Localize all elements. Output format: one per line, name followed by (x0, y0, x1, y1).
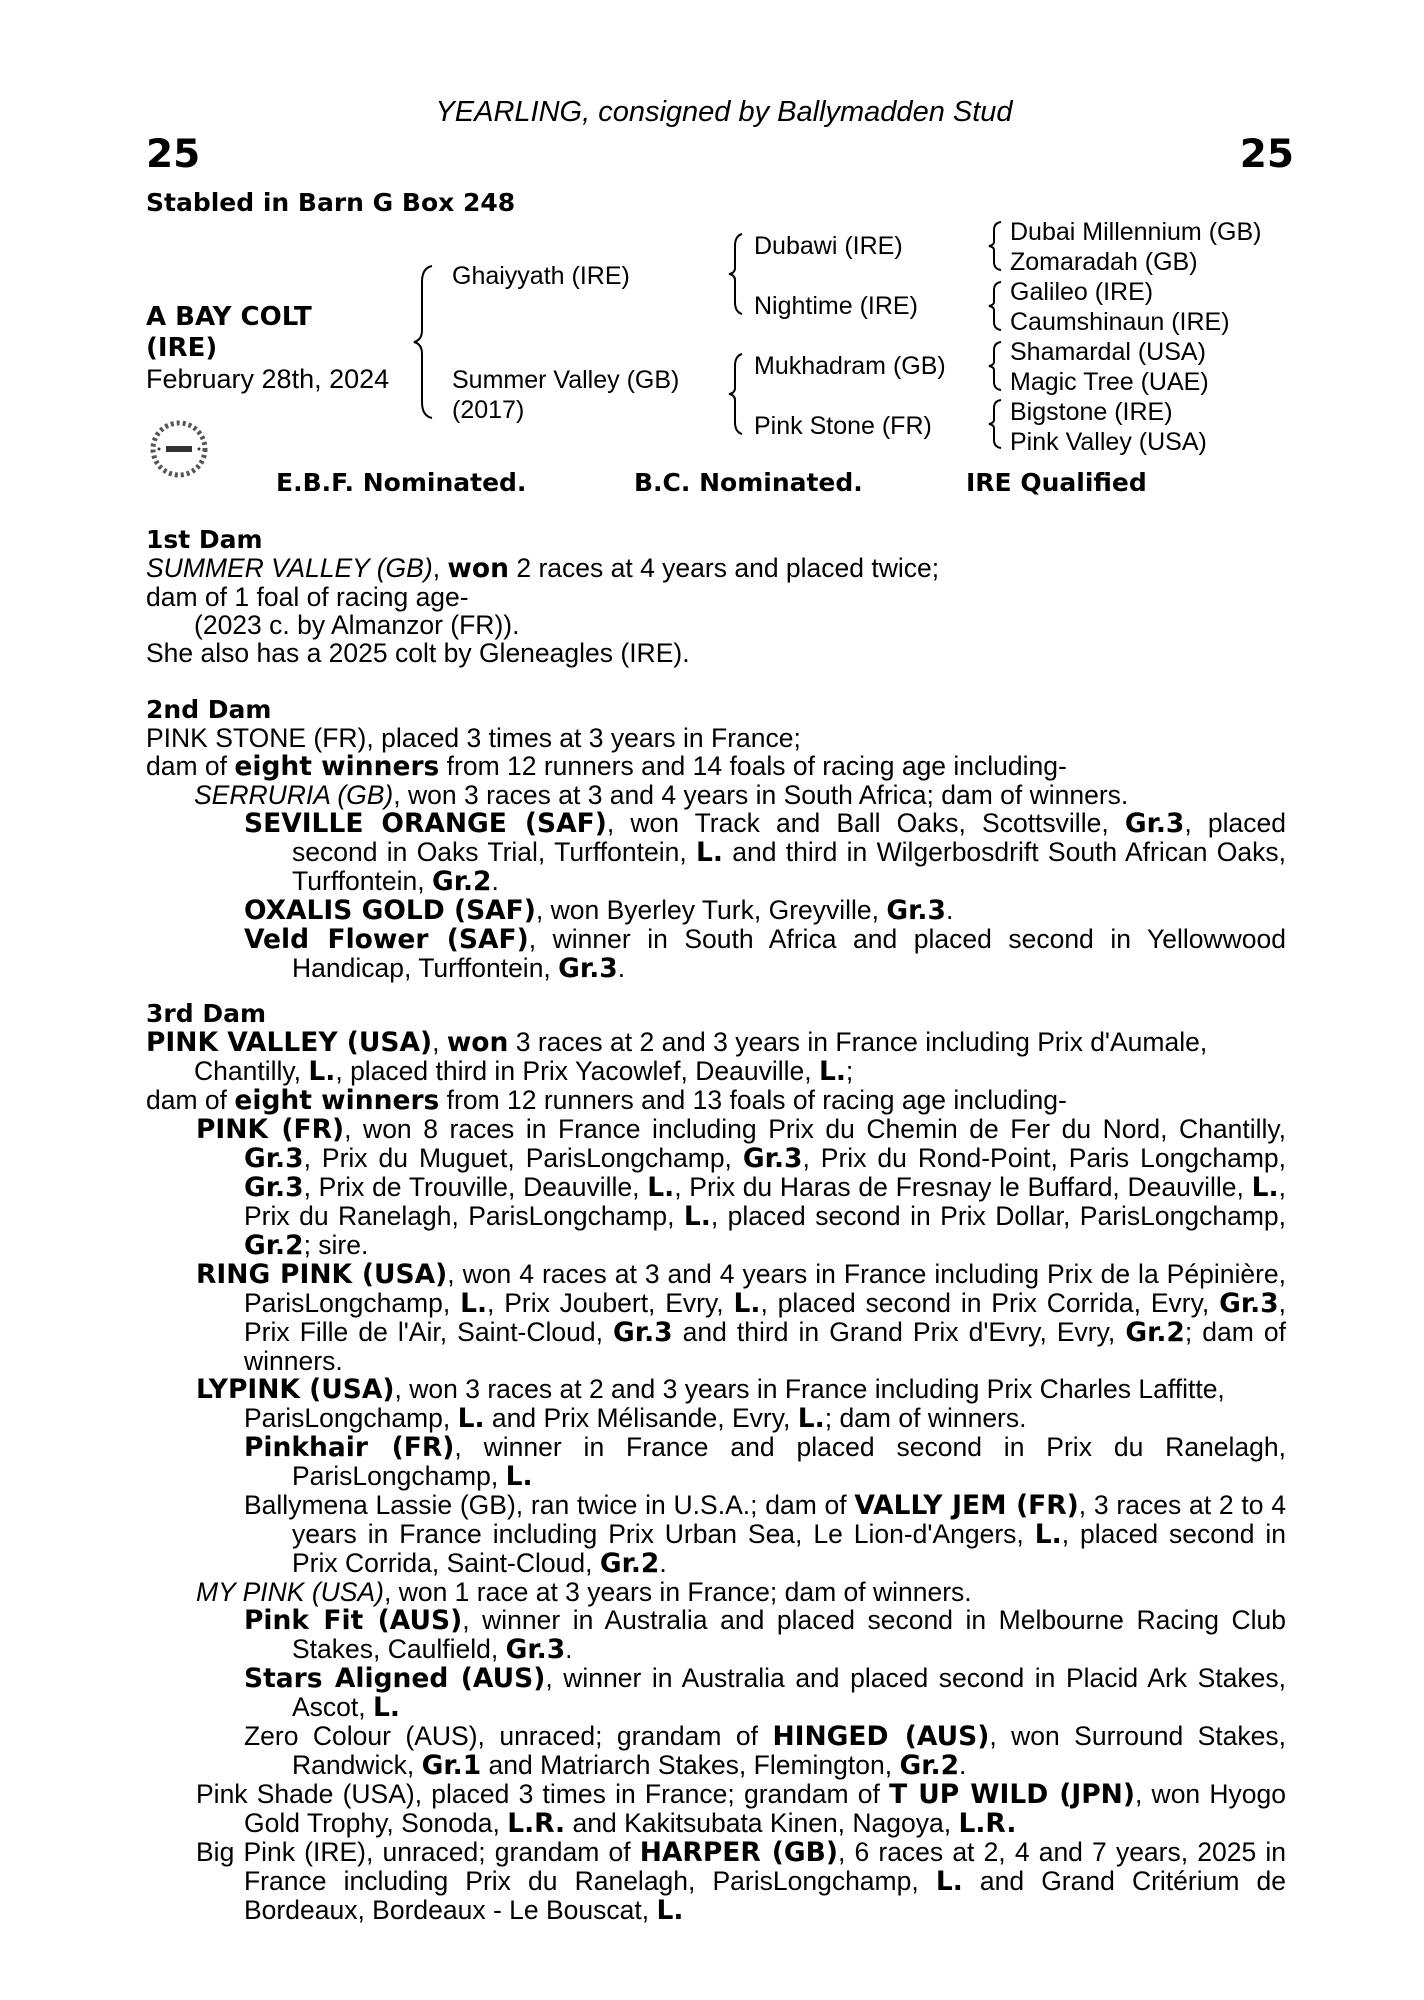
brace-dam-line (726, 352, 746, 436)
horse-name: RING PINK (USA) (196, 1259, 448, 1290)
text: , 6 races at 2, 4 and 7 years, 2025 in France including Prix du Ranelagh, ParisLongchamp, (244, 1837, 1286, 1896)
produce-entry: (2023 c. by Almanzor (FR)). (194, 610, 520, 640)
grade: Gr.3 (244, 1172, 304, 1203)
text: . (945, 895, 954, 925)
horse-name: T UP WILD (JPN) (889, 1779, 1135, 1810)
grade: Gr.3 (1124, 808, 1185, 839)
produce-entry (146, 1433, 1286, 1491)
text: , Prix de Trouville, Deauville, (303, 1172, 648, 1202)
ancestor-g2: Zomaradah (GB) (1010, 248, 1198, 276)
grade: Gr.1 (421, 1750, 482, 1781)
text: , Prix du Rond-Point, Paris Longchamp, (802, 1143, 1286, 1173)
produce-entry (146, 1722, 1286, 1780)
grade: Gr.2 (1125, 1317, 1185, 1348)
first-dam-section (146, 526, 1286, 667)
text: and Kakitsubata Kinen, Nagoya, (565, 1808, 959, 1838)
grade: Gr.2 (899, 1750, 960, 1781)
brace-g3 (986, 340, 1004, 392)
horse-name: Pinkhair (FR) (244, 1432, 455, 1463)
horse-name: Veld Flower (SAF) (244, 924, 529, 955)
text: 3 races at 2 and 3 years in France including Prix d'Aumale, Chantilly, (194, 1027, 1208, 1086)
text: dam of (146, 1085, 235, 1115)
grade: Gr.2 (599, 1548, 660, 1579)
text: , won 3 races at 3 and 4 years in South Africa; dam of winners. (393, 780, 1129, 810)
text: , won 3 races at 2 and 3 years in France including Prix Charles Laffitte, ParisLongchamp, (244, 1374, 1225, 1433)
text: dam of (146, 751, 235, 781)
text: from 12 runners and 13 foals of racing age including- (439, 1085, 1067, 1115)
grade: L. (696, 837, 723, 868)
text: ; sire. (303, 1230, 369, 1260)
text: , winner in South Africa and placed second in Yellowwood Handicap, Turffontein, (292, 924, 1286, 983)
produce-entry (146, 781, 1286, 809)
text: , won 1 race at 3 years in France; dam of winners. (383, 1577, 972, 1607)
stamp-seal-icon (148, 418, 210, 480)
text: , won Byerley Turk, Greyville, (535, 895, 887, 925)
text: Pink Shade (USA), placed 3 times in France; grandam of (196, 1779, 890, 1809)
text: , Prix Joubert, Evry, (487, 1288, 734, 1318)
dam-year: (2017) (452, 396, 525, 424)
grade: L. (373, 1692, 400, 1723)
grade: L.R. (958, 1808, 1017, 1839)
text: . (617, 953, 626, 983)
brace-g1 (986, 220, 1004, 272)
horse-name: PINK (FR) (196, 1114, 345, 1145)
text: and Prix Mélisande, Evry, (484, 1403, 798, 1433)
record-text: 2 races at 4 years and placed twice; (508, 553, 940, 583)
separator: , (432, 1027, 447, 1057)
text: , won 8 races in France including Prix du Chemin de Fer du Nord, Chantilly, (344, 1114, 1286, 1144)
horse-name: VALLY JEM (FR) (854, 1490, 1079, 1521)
grade: Gr.2 (244, 1230, 304, 1261)
won-label: won (447, 553, 509, 584)
lot-number-right: 25 (1239, 132, 1294, 177)
dam-summary: PINK STONE (FR), placed 3 times at 3 years in France; (146, 723, 801, 753)
grade: Gr.3 (244, 1143, 304, 1174)
produce-entry (146, 809, 1286, 896)
lot-number-left: 25 (146, 132, 201, 177)
text: , Prix du Haras de Fresnay le Buffard, Deauville, (674, 1172, 1252, 1202)
produce-summary: dam of 1 foal of racing age- (146, 582, 469, 612)
text: . (565, 1634, 573, 1664)
dam-sire: Mukhadram (GB) (754, 352, 946, 380)
horse-name: SUMMER VALLEY (GB) (146, 553, 433, 583)
grade: L. (683, 1201, 711, 1232)
winners-count: eight winners (234, 751, 440, 782)
produce-entry (146, 1260, 1286, 1375)
grade: L. (935, 1866, 963, 1897)
dam-summary (146, 1028, 1286, 1086)
horse-name: A BAY COLT (146, 302, 312, 332)
horse-country: (IRE) (146, 333, 218, 363)
sire-sire: Dubawi (IRE) (754, 232, 903, 260)
sire: Ghaiyyath (IRE) (452, 262, 630, 290)
ancestor-g5: Shamardal (USA) (1010, 338, 1206, 366)
sire-dam: Nightime (IRE) (754, 292, 918, 320)
produce-entry (146, 1115, 1286, 1260)
grade: L. (308, 1056, 336, 1087)
horse-name: PINK VALLEY (USA) (146, 1027, 433, 1058)
text: . (659, 1548, 667, 1578)
grade: L. (647, 1172, 675, 1203)
produce-note: She also has a 2025 colt by Gleneagles (IRE). (146, 638, 690, 668)
produce-entry (146, 925, 1286, 983)
horse-name: HINGED (AUS) (772, 1721, 990, 1752)
text: , Prix du Ranelagh, ParisLongchamp, (244, 1172, 1286, 1231)
produce-summary (146, 752, 1286, 781)
text: , winner in Australia and placed second in Placid Ark Stakes, Ascot, (292, 1663, 1286, 1722)
grade: L. (457, 1403, 485, 1434)
horse-name: LYPINK (USA) (196, 1374, 395, 1405)
horse-name: HARPER (GB) (639, 1837, 838, 1868)
produce-entry (146, 1606, 1286, 1664)
dam-dam: Pink Stone (FR) (754, 412, 932, 440)
text: , won Track and Ball Oaks, Scottsville, (606, 808, 1125, 838)
text: from 12 runners and 14 foals of racing age including- (439, 751, 1067, 781)
won-label: won (446, 1027, 509, 1058)
text: and third in Grand Prix d'Evry, Evry, (672, 1317, 1126, 1347)
text: Ballymena Lassie (GB), ran twice in U.S.A.; dam of (244, 1490, 855, 1520)
horse-name: MY PINK (USA) (196, 1577, 384, 1607)
grade: Gr.3 (1219, 1288, 1279, 1319)
grade: Gr.3 (505, 1634, 566, 1665)
ancestor-g6: Magic Tree (UAE) (1010, 368, 1209, 396)
horse-name: Pink Fit (AUS) (244, 1605, 463, 1636)
text: , winner in France and placed second in Prix du Ranelagh, ParisLongchamp, (292, 1432, 1286, 1491)
bc-nominated: B.C. Nominated. (634, 468, 863, 497)
brace-sire-dam (410, 262, 436, 422)
grade: L.R. (507, 1808, 566, 1839)
text: , placed second in Prix Corrida, Saint-Cloud, (292, 1519, 1287, 1578)
grade: L. (460, 1288, 488, 1319)
text: and third in Wilgerbosdrift South African Oaks, Turffontein, (292, 837, 1287, 896)
brace-g2 (986, 280, 1004, 332)
ebf-nominated: E.B.F. Nominated. (276, 468, 527, 497)
grade: L. (1251, 1172, 1279, 1203)
grade: L. (505, 1461, 533, 1492)
horse-name: Stars Aligned (AUS) (244, 1663, 546, 1694)
stabling-info: Stabled in Barn G Box 248 (146, 188, 516, 217)
section-title: 2nd Dam (146, 695, 272, 724)
text: , placed second in Oaks Trial, Turffontein, (292, 808, 1286, 867)
dam: Summer Valley (GB) (452, 366, 680, 394)
produce-entry (146, 1780, 1286, 1838)
grade: L. (656, 1895, 684, 1926)
text: , placed third in Prix Yacowlef, Deauville, (335, 1056, 819, 1086)
text: , won Hyogo Gold Trophy, Sonoda, (244, 1779, 1286, 1838)
produce-entry (146, 1664, 1286, 1722)
dam-summary (146, 554, 1286, 583)
text: and Grand Critérium de Bordeaux, Bordeaux - Le Bouscat, (244, 1866, 1286, 1925)
text: , placed second in Prix Dollar, ParisLongchamp, (710, 1201, 1287, 1231)
horse-name: SEVILLE ORANGE (SAF) (244, 808, 607, 839)
horse-name: SERRURIA (GB) (194, 780, 394, 810)
grade: Gr.3 (613, 1317, 673, 1348)
grade: Gr.2 (431, 866, 492, 897)
ancestor-g3: Galileo (IRE) (1010, 278, 1154, 306)
ancestor-g4: Caumshinaun (IRE) (1010, 308, 1230, 336)
section-title: 1st Dam (146, 525, 263, 554)
text: , winner in Australia and placed second in Melbourne Racing Club Stakes, Caulfield, (292, 1605, 1286, 1664)
brace-sire-line (726, 232, 746, 316)
ire-qualified: IRE Qualified (966, 468, 1147, 497)
horse-title (146, 302, 389, 395)
winners-count: eight winners (234, 1085, 440, 1116)
text: , won Surround Stakes, Randwick, (292, 1721, 1286, 1780)
grade: L. (797, 1403, 825, 1434)
produce-entry (146, 1578, 1286, 1606)
grade: Gr.3 (742, 1143, 803, 1174)
text: ; dam of winners. (244, 1317, 1286, 1376)
text: ; (845, 1056, 854, 1086)
text: , won 4 races at 3 and 4 years in France including Prix de la Pépinière, ParisLongchamp, (244, 1259, 1286, 1318)
grade: L. (733, 1288, 761, 1319)
produce-entry (146, 896, 1286, 925)
separator: , (432, 553, 448, 583)
ancestor-g8: Pink Valley (USA) (1010, 428, 1207, 456)
produce-entry (146, 1375, 1286, 1433)
grade: Gr.3 (886, 895, 946, 926)
grade: Gr.3 (558, 953, 618, 984)
produce-entry (146, 1838, 1286, 1925)
grade: L. (1034, 1519, 1062, 1550)
text: ; dam of winners. (824, 1403, 1027, 1433)
third-dam-section (146, 1000, 1286, 1925)
text: . (491, 866, 499, 896)
text: Zero Colour (AUS), unraced; grandam of (244, 1721, 773, 1751)
section-title: 3rd Dam (146, 999, 266, 1028)
produce-summary (146, 1086, 1286, 1115)
foaling-date: February 28th, 2024 (146, 364, 390, 394)
ancestor-g7: Bigstone (IRE) (1010, 398, 1173, 426)
second-dam-section (146, 696, 1286, 983)
text: and Matriarch Stakes, Flemington, (481, 1750, 900, 1780)
text: , placed second in Prix Corrida, Evry, (760, 1288, 1220, 1318)
ancestor-g1: Dubai Millennium (GB) (1010, 218, 1262, 246)
text: , Prix du Muguet, ParisLongchamp, (303, 1143, 743, 1173)
grade: L. (818, 1056, 846, 1087)
text: , Prix Fille de l'Air, Saint-Cloud, (244, 1288, 1286, 1347)
horse-name: OXALIS GOLD (SAF) (244, 895, 536, 926)
text: , 3 races at 2 to 4 years in France including Prix Urban Sea, Le Lion-d'Angers, (292, 1490, 1286, 1549)
consignor-line: YEARLING, consigned by Ballymadden Stud (435, 96, 1013, 128)
text: . (959, 1750, 967, 1780)
produce-entry (146, 1491, 1286, 1578)
brace-g4 (986, 398, 1004, 450)
text: Big Pink (IRE), unraced; grandam of (196, 1837, 640, 1867)
